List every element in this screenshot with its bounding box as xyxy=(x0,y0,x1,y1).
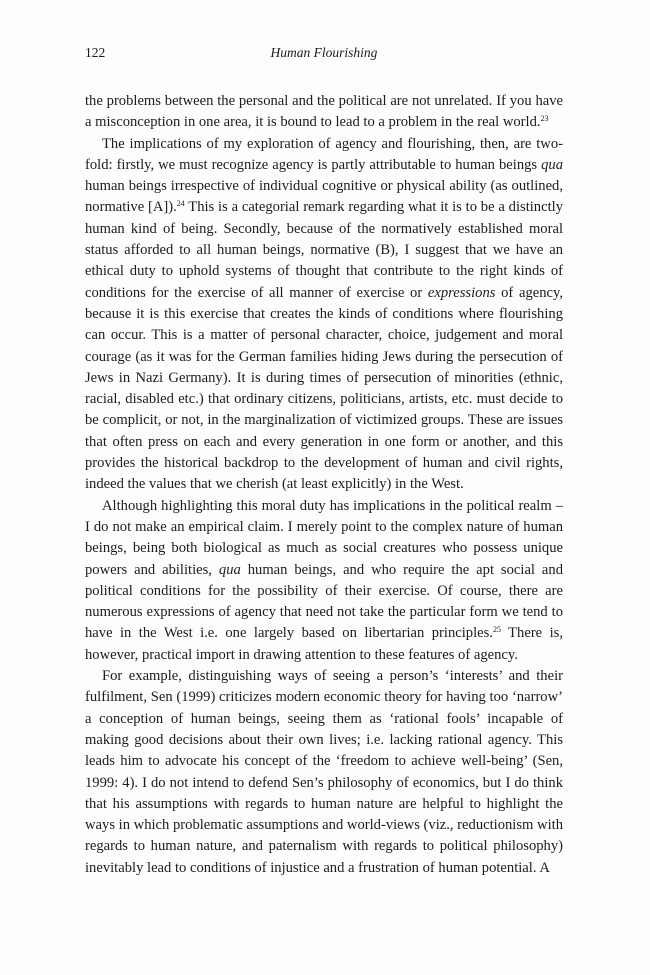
paragraph xyxy=(85,666,563,879)
text-run: For example, distinguishing ways of seeing a person’s ‘interests’ and their fulfilment, Sen (1999) criticizes modern economic theory for having too ‘narrow’ a conception of human beings, seeing them as ‘rational fools’ incapable of making good decisions about their own lives; i.e. lacking rational agency. This leads him to advocate his concept of the ‘freedom to achieve well-being’ (Sen, 1999: 4). I do not intend to defend Sen’s philosophy of economics, but I do think that his assumptions with regards to human nature are helpful to highlight the ways in which problematic assumptions and world-views (viz., reductionism with regards to human nature, and paternalism with regards to political philosophy) inevitably lead to conditions of injustice and a frustration of human potential. A xyxy=(85,668,563,876)
running-title: Human Flourishing xyxy=(270,45,378,60)
footnote-ref: 24 xyxy=(176,199,185,209)
text-run: of agency, because it is this exercise that creates the kinds of conditions where flourishing can occur. This is a matter of personal character, choice, judgement and moral courage (as it was for the German families hiding Jews during the persecution of Jews in Nazi Germany). It is during times of persecution of minorities (ethnic, racial, disabled etc.) that ordinary citizens, politicians, artists, etc. must decide to be complicit, or not, in the marginalization of victimized groups. These are issues that often press on each and every generation in one form or another, and this provides the historical backdrop to the development of human and civil rights, indeed the values that we cherish (at least explicitly) in the West. xyxy=(85,284,563,493)
text-run: This is a categorial remark regarding what it is to be a distinctly human kind of being. Secondly, because of the normatively established moral status afforded to all human beings, normative (B), I suggest that we have an ethical duty to uphold systems of thought that contribute to the right kinds of conditions for the exercise of all manner of exercise or xyxy=(85,199,563,301)
paragraph xyxy=(85,91,563,134)
italic-text: qua xyxy=(218,561,241,578)
body-text xyxy=(85,91,563,879)
paragraph xyxy=(85,496,563,666)
page-number: 122 xyxy=(85,45,106,60)
running-head xyxy=(85,45,563,65)
footnote-ref: 25 xyxy=(492,625,501,635)
italic-text: qua xyxy=(541,156,563,173)
italic-text: expressions xyxy=(427,284,496,301)
text-run: human beings, and who require the apt social and political conditions for the possibility of their exercise. Of course, there are numerous expressions of agency that need not take the particular form we tend to have in the West i.e. one largely based on libertarian principles. xyxy=(85,561,563,642)
text-run: Although highlighting this moral duty has implications in the political realm – I do not make an empirical claim. I merely point to the complex nature of human beings, being both biological as much as social creatures who possess unique powers and abilities, xyxy=(85,497,563,578)
paragraph xyxy=(85,134,563,496)
text-run: There is, however, practical import in drawing attention to these features of agency. xyxy=(85,625,563,663)
footnote-ref: 23 xyxy=(540,114,549,124)
text-run: human beings irrespective of individual cognitive or physical ability (as outlined, normative [A]). xyxy=(85,178,563,216)
text-run: The implications of my exploration of agency and flourishing, then, are two-fold: firstly, we must recognize agency is partly attributable to human beings xyxy=(85,135,563,173)
text-run: the problems between the personal and the political are not unrelated. If you have a misconception in one area, it is bound to lead to a problem in the real world. xyxy=(85,93,563,131)
